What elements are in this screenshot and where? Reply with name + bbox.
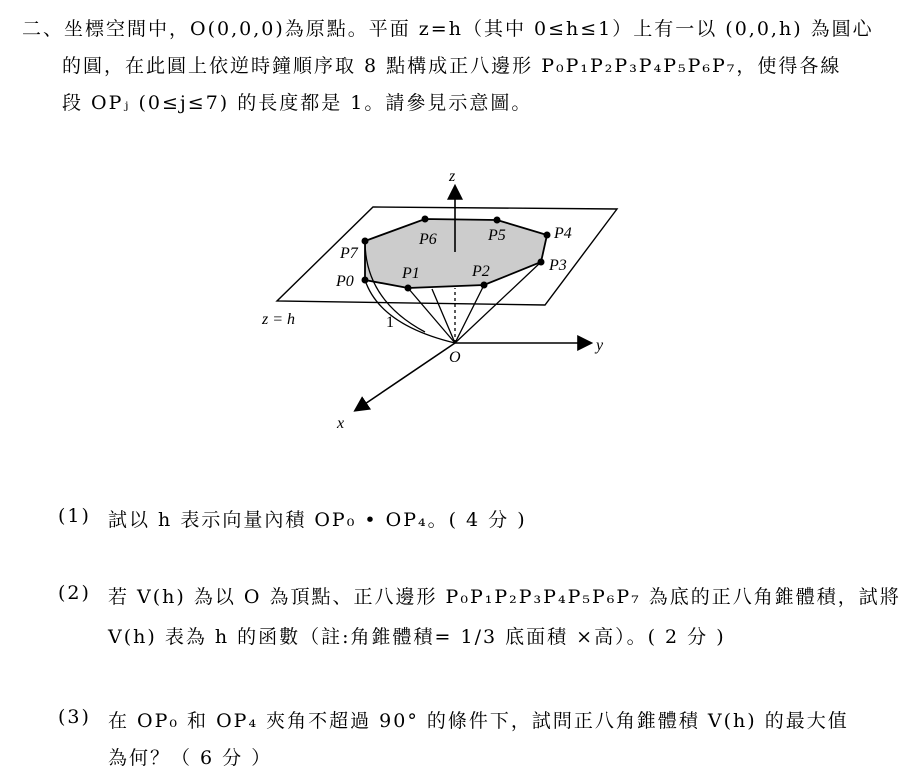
question-2-number: (2) xyxy=(58,582,91,604)
label-P4: P4 xyxy=(554,225,572,242)
problem-line-3: 段 OPⱼ (0≤j≤7) 的長度都是 1。請參見示意圖。 xyxy=(62,92,533,114)
question-2-text-line-2: V(h) 表為 h 的函數（註:角錐體積= 1/3 底面積 ×高）。( 2 分 ) xyxy=(108,626,726,648)
label-z-axis: z xyxy=(449,168,456,185)
problem-line-1: 二、坐標空間中，O(0,0,0)為原點。平面 z=h（其中 0≤h≤1）上有一以 (0,0,h) 為圓心 xyxy=(22,18,874,40)
label-y-axis: y xyxy=(596,337,604,354)
dot-P3 xyxy=(538,259,545,266)
label-P2: P2 xyxy=(472,263,490,280)
regular-octagon xyxy=(365,219,547,288)
label-P1: P1 xyxy=(402,265,420,282)
dot-P7 xyxy=(362,238,369,245)
x-axis xyxy=(356,343,455,410)
edge-O-P1 xyxy=(408,288,455,343)
dot-P1 xyxy=(405,285,412,292)
label-P6: P6 xyxy=(419,231,437,248)
label-P3: P3 xyxy=(549,257,567,274)
label-P7: P7 xyxy=(340,245,358,262)
dot-P4 xyxy=(544,232,551,239)
question-3-text-line-2: 為何？（ 6 分 ） xyxy=(108,747,273,769)
edge-O-P2 xyxy=(455,285,484,343)
question-1-number: (1) xyxy=(58,505,91,527)
edge-O-P1b xyxy=(432,289,455,343)
problem-line-2: 的圓，在此圓上依逆時鐘順序取 8 點構成正八邊形 P₀P₁P₂P₃P₄P₅P₆P₇，使得各線 xyxy=(62,55,842,77)
question-3-number: (3) xyxy=(58,706,91,728)
dot-P0 xyxy=(362,277,369,284)
label-origin: O xyxy=(449,349,461,366)
question-2-text-line-1: 若 V(h) 為以 O 為頂點、正八邊形 P₀P₁P₂P₃P₄P₅P₆P₇ 為底的正八角錐體積，試將 xyxy=(108,586,901,608)
question-1-text: 試以 h 表示向量內積 OP₀ • OP₄。( 4 分 ) xyxy=(108,509,527,531)
dot-P5 xyxy=(494,217,501,224)
label-P5: P5 xyxy=(488,227,506,244)
dot-P6 xyxy=(422,216,429,223)
dot-P2 xyxy=(481,282,488,289)
label-edge-length: 1 xyxy=(386,314,394,331)
label-x-axis: x xyxy=(337,415,345,432)
label-P0: P0 xyxy=(336,273,354,290)
label-plane: z = h xyxy=(262,311,296,328)
question-3-text-line-1: 在 OP₀ 和 OP₄ 夾角不超過 90° 的條件下，試問正八角錐體積 V(h) 的最大值 xyxy=(108,710,849,732)
